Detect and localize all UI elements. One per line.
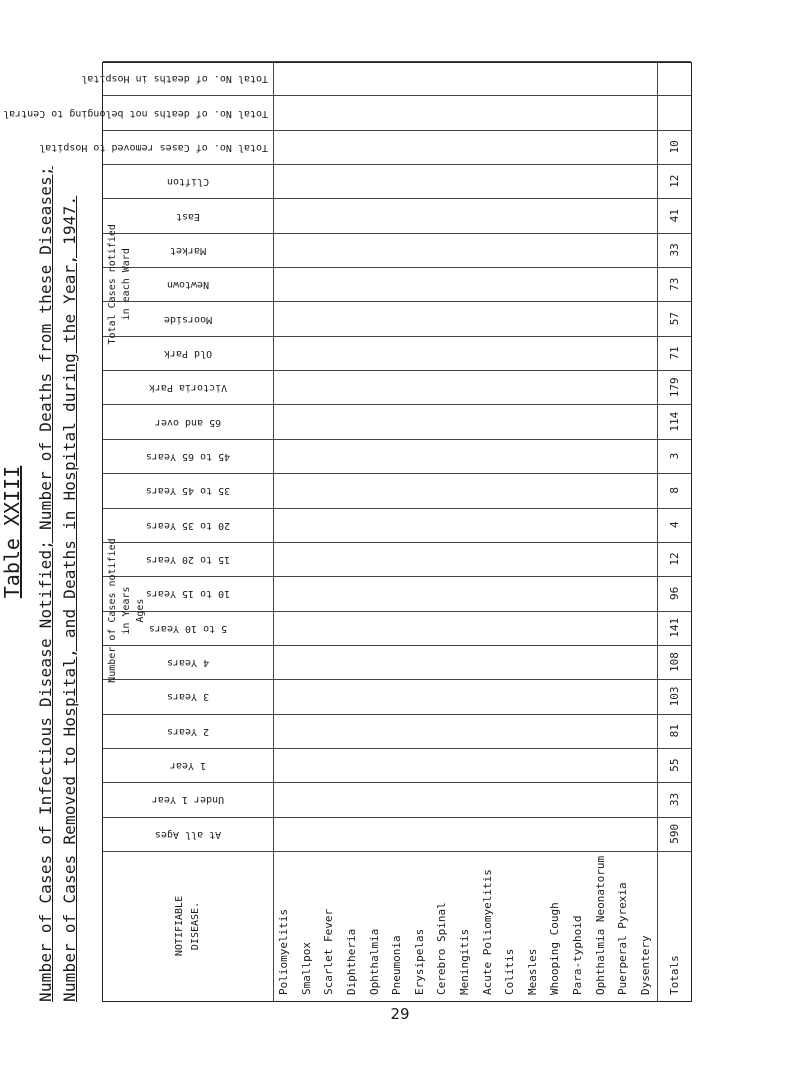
caption-line-1: Number of Cases of Infectious Disease Notified; Number of Deaths from these Diseases; — [36, 166, 55, 1002]
totals-cell: 3 — [668, 452, 681, 460]
rotated-table-page — [0, 42, 720, 1042]
ages-group-label: Ages — [135, 598, 146, 623]
disease-name: Whooping Cough — [548, 902, 562, 995]
disease-name: Smallpox — [299, 942, 313, 995]
age-heading: 1 Year — [169, 760, 207, 772]
age-heading: 5 to 10 Years — [148, 622, 228, 634]
at-all-ages-heading: At all Ages — [154, 828, 222, 840]
totals-cell: 179 — [668, 377, 681, 398]
age-heading: 15 to 20 Years — [145, 554, 231, 566]
totals-cell: 114 — [668, 411, 681, 432]
totals-divider — [657, 63, 658, 1001]
disease-name: Ophthalmia — [367, 928, 381, 995]
disease-name: Measles — [525, 948, 539, 995]
totals-cell: 4 — [668, 521, 681, 529]
disease-name: Erysipelas — [412, 928, 426, 995]
totals-cell: 141 — [668, 617, 681, 638]
wards-group-subheading: in each Ward — [121, 248, 132, 321]
totals-cell: 71 — [668, 346, 681, 360]
age-heading: 65 and over — [154, 416, 222, 428]
totals-label: Totals — [668, 955, 681, 995]
age-heading: 2 Years — [166, 725, 210, 737]
age-heading: Under 1 Year — [151, 794, 225, 806]
table-number: Table XXIII — [0, 465, 24, 599]
age-heading: 20 to 35 Years — [145, 519, 231, 531]
ages-group-subheading: in Years — [121, 586, 132, 635]
disease-name: Meningitis — [458, 928, 471, 995]
caption — [0, 62, 82, 1002]
ward-heading: Moorside — [163, 313, 213, 325]
header-divider — [273, 63, 274, 1001]
ward-heading: Newtown — [166, 279, 210, 291]
totals-cell: 590 — [668, 823, 681, 844]
totals-cell: 57 — [668, 312, 681, 326]
ward-heading: East — [175, 210, 201, 222]
age-heading: 4 Years — [166, 657, 210, 669]
disease-name: Poliomyelitis — [277, 908, 291, 995]
ward-heading: Old Park — [163, 347, 213, 359]
age-heading: 45 to 65 Years — [145, 451, 231, 462]
ward-heading: Victoria Park — [148, 382, 228, 394]
totals-cell: 10 — [668, 140, 681, 154]
totals-cell: 96 — [668, 586, 681, 601]
removed-to-hospital-heading: Total No. of Cases removed to Hospital — [39, 141, 268, 153]
totals-cell: 12 — [668, 552, 681, 566]
ages-group-heading: Number of Cases notified — [107, 538, 118, 683]
deaths-not-in-hospital-heading: Total No. of deaths not belonging to Central — [3, 107, 268, 119]
totals-cell: 12 — [668, 174, 681, 188]
wards-group-heading: Total Cases notified — [107, 224, 118, 345]
disease-name: Pneumonia — [390, 935, 404, 995]
totals-cell: 81 — [668, 724, 681, 738]
age-heading: 35 to 45 Years — [145, 485, 231, 497]
totals-cell: 73 — [668, 277, 681, 291]
ward-heading: Market — [169, 244, 207, 256]
totals-cell: 8 — [668, 487, 681, 494]
notifiable-heading: NOTIFIABLE — [174, 895, 185, 957]
disease-name: Para-typhoid — [570, 915, 584, 995]
totals-cell: 103 — [668, 686, 681, 707]
deaths-in-hospital-heading: Total No. of deaths in Hospital — [81, 73, 268, 85]
totals-cell: 55 — [668, 758, 681, 772]
disease-name: Acute Poliomyelitis — [480, 869, 494, 995]
age-heading: 3 Years — [166, 691, 210, 703]
totals-cell: 108 — [668, 652, 681, 673]
disease-name: Ophthalmia Neonatorum — [593, 855, 607, 995]
page-number: 29 — [390, 1005, 410, 1023]
disease-name: Scarlet Fever — [322, 908, 336, 995]
disease-name: Puerperal Pyrexia — [616, 882, 630, 995]
totals-cell: 41 — [668, 208, 681, 223]
totals-cell: 33 — [668, 243, 681, 257]
totals-cell: 33 — [668, 792, 681, 807]
ward-heading: Clifton — [166, 176, 210, 188]
disease-name: Diphtheria — [345, 928, 359, 995]
caption-line-2: Number of Cases Removed to Hospital, and Deaths in Hospital during the Year, 1947. — [60, 195, 79, 1002]
age-heading: 10 to 15 Years — [145, 588, 231, 600]
disease-name: Dysentery — [638, 935, 652, 995]
disease-heading: DISEASE. — [190, 901, 201, 951]
disease-name: Colitis — [503, 948, 517, 995]
disease-name: Cerebro Spinal — [435, 902, 449, 995]
